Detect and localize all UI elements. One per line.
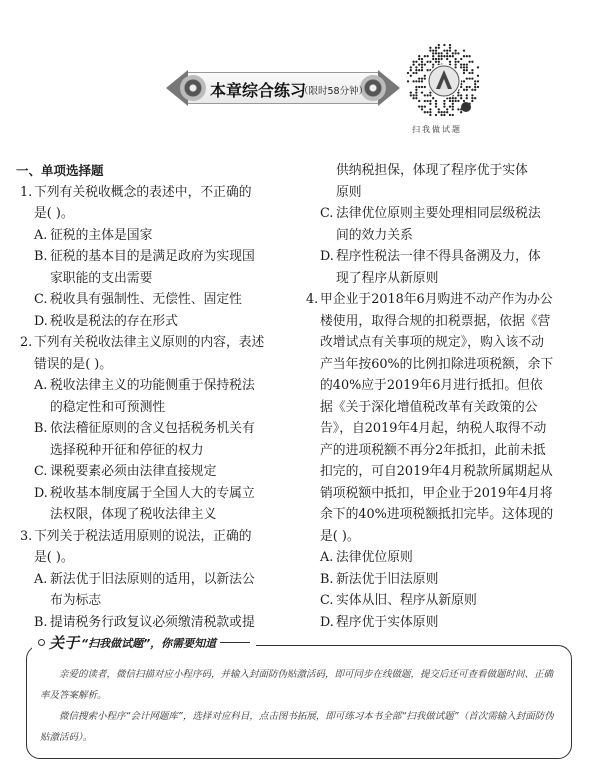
option-c[interactable]: 法律优位原则主要处理相同层级税法 bbox=[336, 206, 541, 221]
info-paragraph: 亲爱的读者，微信扫描对应小程序码，并输入封面防伪贴激活码，即可同步在线做题，提交后还可查看做题时间、正确率及答案解析。 bbox=[40, 669, 554, 701]
question-stem: 销项税额中抵扣，甲企业于2019年4月将 bbox=[320, 485, 553, 501]
option-b-cont[interactable]: 原则 bbox=[336, 184, 362, 200]
option-key: C. bbox=[34, 292, 48, 307]
option-d-cont[interactable]: 法权限，体现了税收法律主义 bbox=[50, 507, 217, 522]
option-key bbox=[320, 182, 336, 204]
question-number: 2. bbox=[20, 335, 33, 350]
option-key: C. bbox=[320, 593, 334, 608]
option-key: A. bbox=[34, 571, 48, 587]
info-about: 关于 bbox=[49, 634, 80, 652]
right-column bbox=[306, 160, 574, 633]
option-key: B. bbox=[320, 571, 334, 587]
option-key bbox=[34, 590, 50, 612]
option-key: D. bbox=[34, 485, 48, 501]
question-stem: 是( )。 bbox=[34, 550, 74, 565]
option-b-cont[interactable]: 选择税种开征和停征的权力 bbox=[50, 442, 204, 458]
qr-code-icon[interactable] bbox=[405, 42, 483, 120]
question-3 bbox=[20, 526, 288, 634]
question-stem: 下列有关税收概念的表述中，不正确的 bbox=[34, 184, 252, 200]
option-b-cont[interactable]: 家职能的支出需要 bbox=[50, 270, 153, 286]
question-stem: 楼使用，取得合规的扣税票据，依据《营 bbox=[320, 313, 551, 329]
info-text bbox=[40, 664, 560, 748]
option-key: D. bbox=[320, 249, 334, 264]
question-number: 3. bbox=[20, 528, 33, 544]
page-title: 本章综合练习 bbox=[210, 81, 307, 100]
option-a-cont[interactable]: 布为标志 bbox=[50, 593, 102, 608]
option-a[interactable]: 新法优于旧法原则的适用，以新法公 bbox=[50, 571, 255, 587]
option-key: B. bbox=[34, 249, 48, 264]
option-key bbox=[320, 268, 336, 290]
question-stem: 是( )。 bbox=[34, 206, 74, 221]
option-d[interactable]: 程序优于实体原则 bbox=[336, 614, 439, 630]
option-key bbox=[34, 397, 50, 419]
question-1 bbox=[20, 182, 288, 333]
option-key: A. bbox=[34, 378, 48, 393]
time-limit: （限时58分钟） bbox=[299, 86, 369, 97]
option-a[interactable]: 税收法律主义的功能侧重于保持税法 bbox=[50, 378, 255, 393]
question-stem: 的40%应于2019年6月进行抵扣。但依 bbox=[320, 378, 543, 393]
qr-label: 扫我做试题 bbox=[412, 125, 462, 134]
option-d[interactable]: 程序性税法一律不得具备溯及力，体 bbox=[336, 249, 541, 264]
question-stem: 余下的40%进项税额抵扣完毕。这体现的 bbox=[320, 507, 554, 522]
info-title: “扫我做试题”，你需要知道 bbox=[81, 636, 217, 650]
option-d[interactable]: 税收基本制度属于全国人大的专属立 bbox=[50, 485, 255, 501]
question-3-continued bbox=[306, 160, 574, 289]
question-stem: 下列有关税收法律主义原则的内容，表述 bbox=[34, 335, 265, 350]
option-key: B. bbox=[34, 614, 48, 630]
question-stem: 产的进项税额不再分2年抵扣，此前未抵 bbox=[320, 442, 546, 458]
option-key: A. bbox=[34, 227, 48, 243]
question-stem: 告》，自2019年4月起，纳税人取得不动 bbox=[320, 421, 547, 436]
option-a-cont[interactable]: 的稳定性和可预测性 bbox=[50, 399, 166, 415]
option-key bbox=[34, 504, 50, 526]
bullet-icon bbox=[38, 639, 45, 646]
option-key bbox=[320, 160, 336, 182]
divider bbox=[220, 642, 250, 644]
question-4 bbox=[306, 289, 574, 633]
option-key bbox=[320, 225, 336, 247]
section-heading: 一、单项选择题 bbox=[16, 163, 104, 178]
option-b-cont[interactable]: 供纳税担保，体现了程序优于实体 bbox=[336, 163, 528, 178]
option-key: D. bbox=[34, 313, 48, 329]
left-column bbox=[16, 160, 288, 633]
option-d[interactable]: 税收是税法的存在形式 bbox=[50, 313, 178, 329]
info-heading bbox=[32, 632, 256, 653]
option-c-cont[interactable]: 间的效力关系 bbox=[336, 227, 413, 243]
question-stem: 产当年按60%的比例扣除进项税额，余下 bbox=[320, 356, 554, 372]
question-stem: 下列关于税法适用原则的说法，正确的 bbox=[34, 528, 252, 544]
question-number: 4. bbox=[306, 292, 319, 307]
option-a[interactable]: 征税的主体是国家 bbox=[50, 227, 153, 243]
option-b[interactable]: 征税的基本目的是满足政府为实现国 bbox=[50, 249, 255, 264]
question-stem: 甲企业于2018年6月购进不动产作为办公 bbox=[320, 292, 553, 307]
option-b[interactable]: 依法稽征原则的含义包括税务机关有 bbox=[50, 421, 255, 436]
question-stem: 扣完的，可自2019年4月税款所属期起从 bbox=[320, 464, 553, 479]
option-a[interactable]: 法律优位原则 bbox=[336, 550, 413, 565]
question-number: 1. bbox=[20, 184, 33, 200]
option-d-cont[interactable]: 现了程序从新原则 bbox=[336, 270, 439, 286]
question-stem: 据《关于深化增值税改革有关政策的公 bbox=[320, 399, 538, 415]
option-key: C. bbox=[320, 206, 334, 221]
option-b[interactable]: 新法优于旧法原则 bbox=[336, 571, 439, 587]
question-stem: 是( )。 bbox=[320, 528, 360, 544]
option-key: A. bbox=[320, 550, 334, 565]
option-key bbox=[34, 440, 50, 462]
option-key: D. bbox=[320, 614, 334, 630]
option-c[interactable]: 税收具有强制性、无偿性、固定性 bbox=[50, 292, 242, 307]
question-stem: 改增试点有关事项的规定》，购入该不动 bbox=[320, 335, 544, 350]
option-key: B. bbox=[34, 421, 48, 436]
option-b[interactable]: 提请税务行政复议必须缴清税款或提 bbox=[50, 614, 255, 630]
option-key: C. bbox=[34, 464, 48, 479]
gear-icon bbox=[180, 75, 206, 101]
info-paragraph: 微信搜索小程序“会计网题库”，选择对应科目，点击图书拓展，即可练习本书全部“扫我做试题”（首次需输入封面防伪贴激活码）。 bbox=[40, 711, 554, 743]
question-stem: 错误的是( )。 bbox=[34, 356, 113, 372]
option-c[interactable]: 课税要素必须由法律直接规定 bbox=[50, 464, 217, 479]
chapter-banner bbox=[166, 66, 398, 110]
option-c[interactable]: 实体从旧、程序从新原则 bbox=[336, 593, 477, 608]
question-2 bbox=[20, 332, 288, 526]
option-key bbox=[34, 268, 50, 290]
